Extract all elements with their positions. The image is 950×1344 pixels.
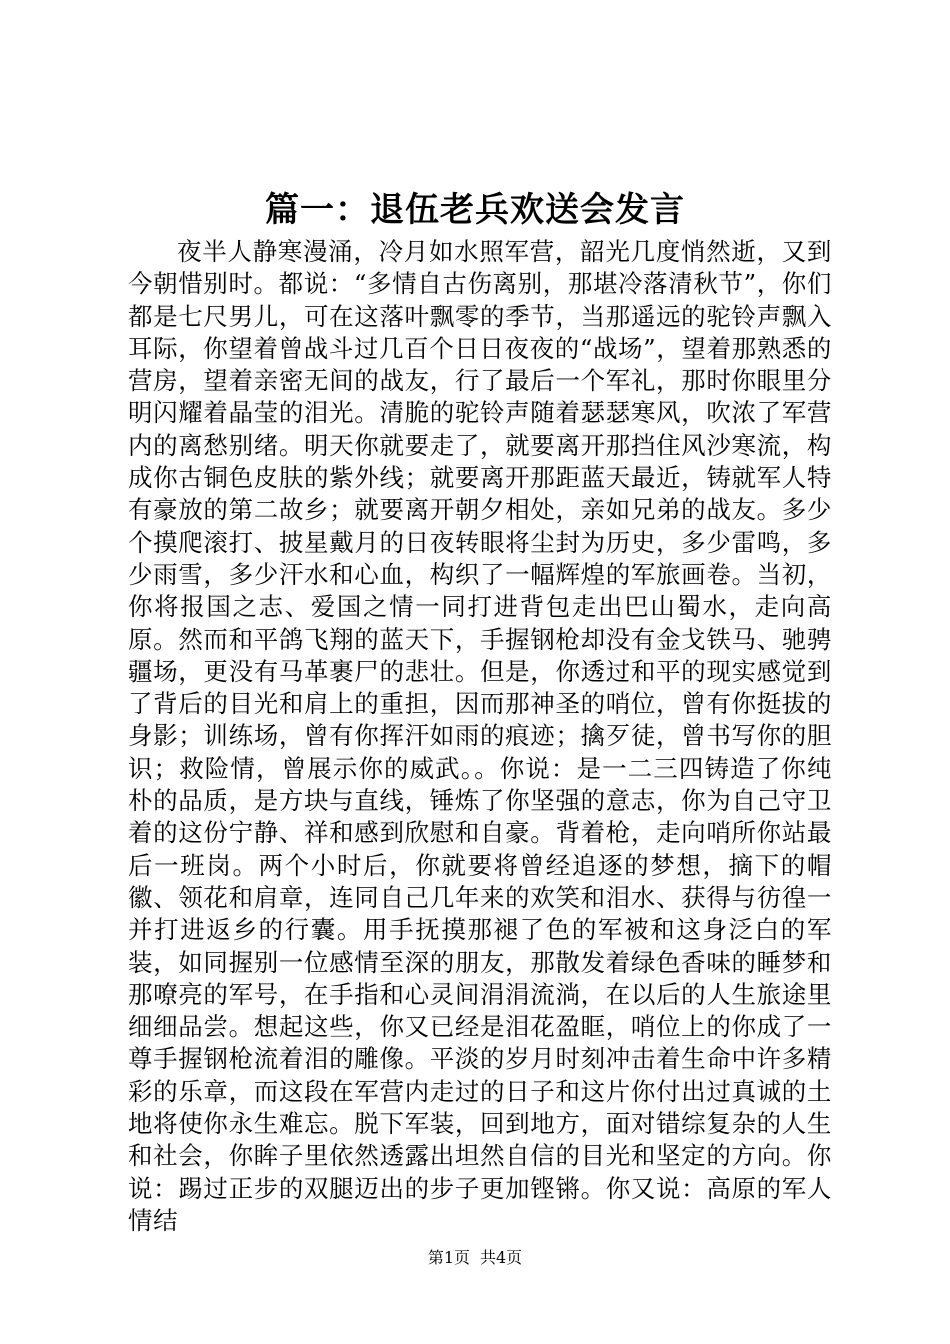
body-paragraph: 夜半人静寒漫涌，冷月如水照军营，韶光几度悄然逝，又到今朝惜别时。都说：“多情自古伤离别，那堪冷落清秋节”，你们都是七尺男儿，可在这落叶飘零的季节，当那遥远的驼铃声飘入耳际，你望着曾战斗过几百个日日夜夜的“战场”，望着那熟悉的营房，望着亲密无间的战友，行了最后一个军礼，那时你眼里分明闪耀着晶莹的泪光。清脆的驼铃声随着瑟瑟寒风，吹浓了军营内的离愁别绪。明天你就要走了，就要离开那挡住风沙寒流，构成你古铜色皮肤的紫外线；就要离开那距蓝天最近，铸就军人特有豪放的第二故乡；就要离开朝夕相处，亲如兄弟的战友。多少个摸爬滚打、披星戴月的日夜转眼将尘封为历史，多少雷鸣，多少雨雪，多少汗水和心血，构织了一幅辉煌的军旅画卷。当初，你将报国之志、爱国之情一同打进背包走出巴山蜀水，走向高原。然而和平鸽飞翔的蓝天下，手握钢枪却没有金戈铁马、驰骋疆场，更没有马革裹尸的悲壮。但是，你透过和平的现实感觉到了背后的目光和肩上的重担，因而那神圣的哨位，曾有你挺拔的身影；训练场，曾有你挥汗如雨的痕迹；擒歹徒，曾书写你的胆识；救险情，曾展示你的威武。。你说：是一二三四铸造了你纯朴的品质，是方块与直线，锤炼了你坚强的意志，你为自己守卫着的这份宁静、祥和感到欣慰和自豪。背着枪，走向哨所你站最后一班岗。两个小时后，你就要将曾经追逐的梦想，摘下的帽徽、领花和肩章，连同自己几年来的欢笑和泪水、获得与彷徨一并打进返乡的行囊。用手抚摸那褪了色的军被和这身泛白的军装，如同握别一位感情至深的朋友，那散发着绿色香味的睡梦和那嘹亮的军号，在手指和心灵间涓涓流淌，在以后的人生旅途里细细品尝。想起这些，你又已经是泪花盈眶，哨位上的你成了一尊手握钢枪流着泪的雕像。平淡的岁月时刻冲击着生命中许多精彩的乐章，而这段在军营内走过的日子和这片你付出过真诚的土地将使你永生难忘。脱下军装，回到地方，面对错综复杂的人生和社会，你眸子里依然透露出坦然自信的目光和坚定的方向。你说：踢过正步的双腿迈出的步子更加铿锵。你又说：高原的军人情结 [128, 237, 832, 1235]
page-total: 共4页 [480, 1248, 523, 1267]
page-number: 第1页 [427, 1248, 470, 1267]
page-footer [0, 1246, 950, 1270]
document-title: 篇一：退伍老兵欢送会发言 [265, 190, 685, 230]
